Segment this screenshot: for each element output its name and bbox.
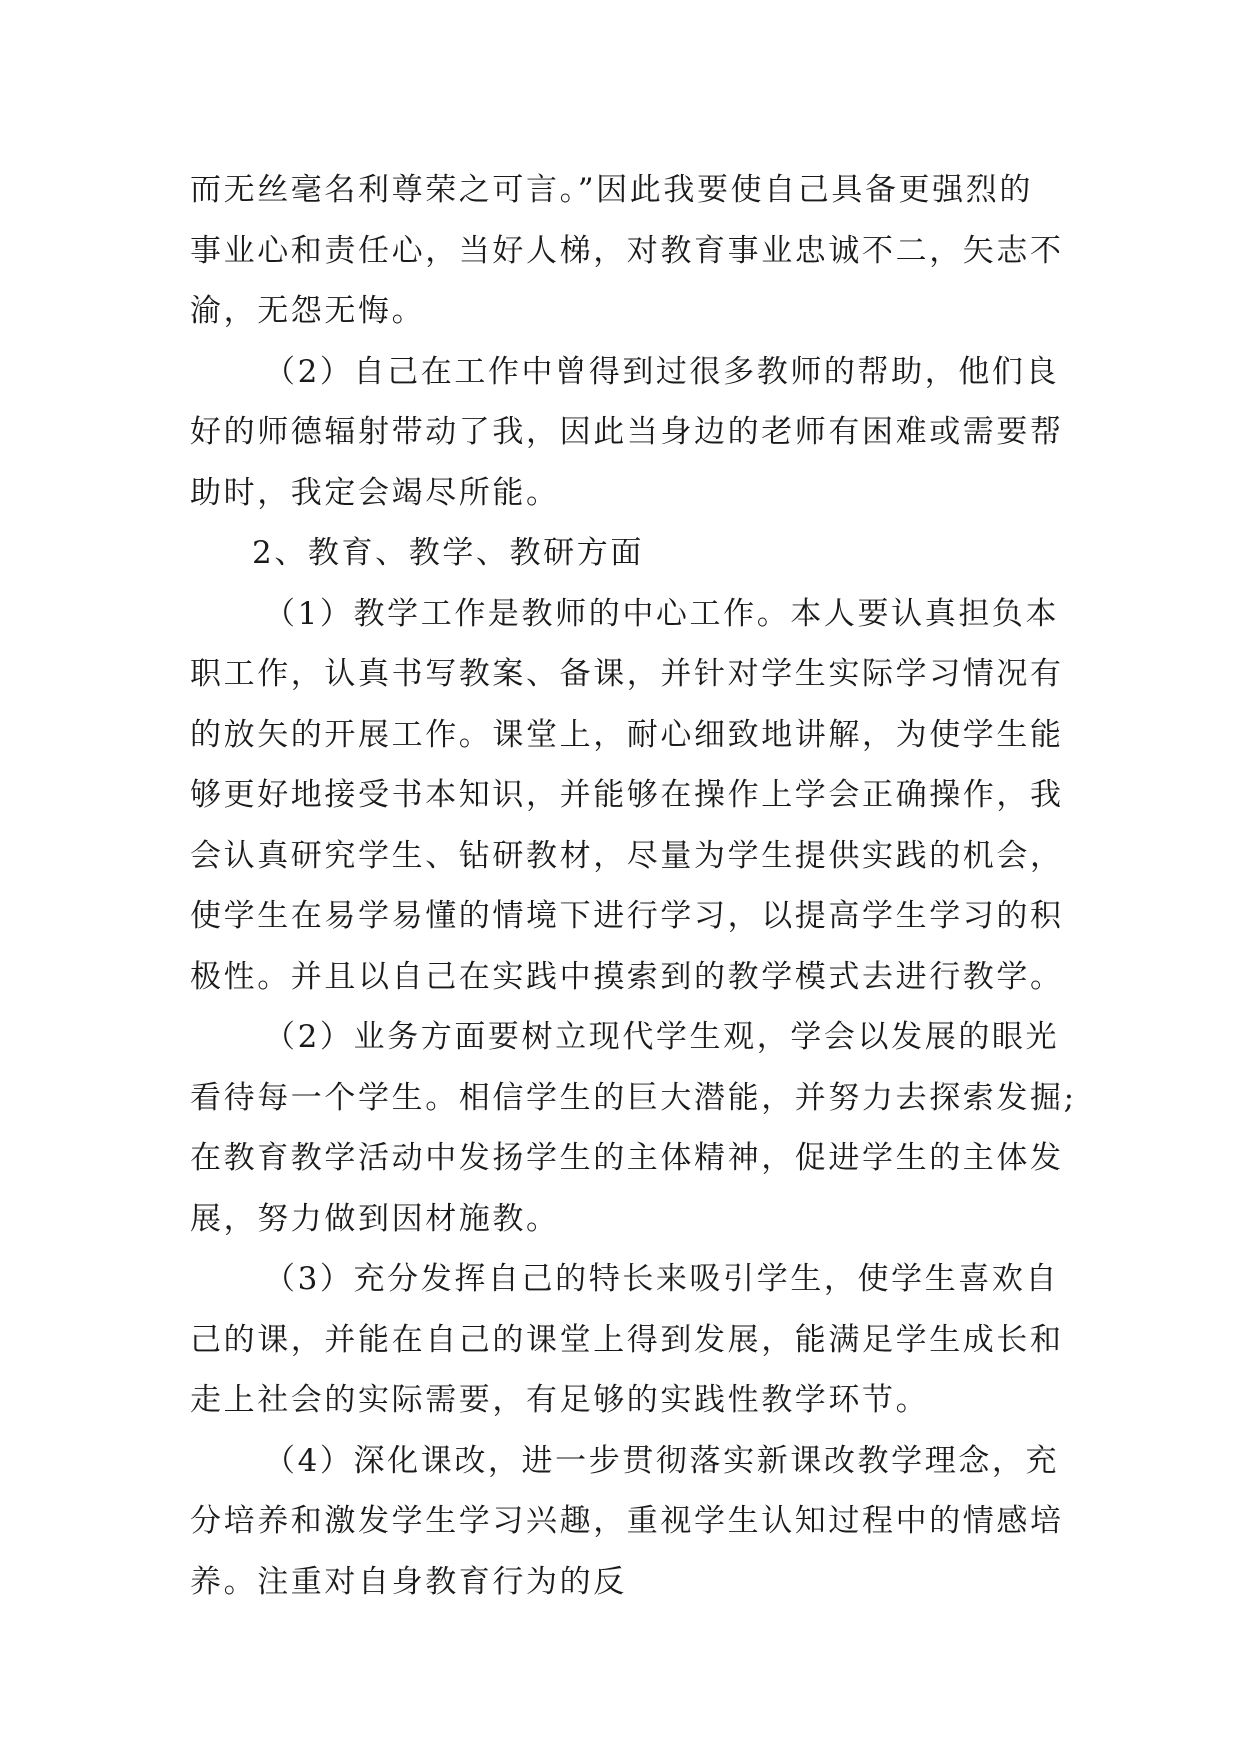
paragraph-start-line: （2）自己在工作中曾得到过很多教师的帮助，他们良 xyxy=(264,353,1060,390)
paragraph-start-line: （3）充分发挥自己的特长来吸引学生，使学生喜欢自 xyxy=(264,1261,1060,1297)
text-line: 养。注重对自身教育行为的反 xyxy=(190,1563,627,1600)
text-line: 会认真研究学生、钻研教材，尽量为学生提供实践的机会， xyxy=(190,837,1064,874)
text-line: 己的课，并能在自己的课堂上得到发展，能满足学生成长和 xyxy=(190,1321,1064,1358)
paragraph-start-line: （2）业务方面要树立现代学生观，学会以发展的眼光 xyxy=(264,1019,1060,1055)
paragraph-start-line: （4）深化课改，进一步贯彻落实新课改教学理念，充 xyxy=(264,1442,1060,1479)
text-line: 极性。并且以自己在实践中摸索到的教学模式去进行教学。 xyxy=(190,958,1064,995)
body-text xyxy=(190,160,1077,1612)
text-line: 在教育教学活动中发扬学生的主体精神，促进学生的主体发 xyxy=(190,1140,1064,1176)
text-line: 分培养和激发学生学习兴趣，重视学生认知过程中的情感培 xyxy=(190,1503,1064,1539)
text-line: 助时，我定会竭尽所能。 xyxy=(190,474,560,511)
text-line: 的放矢的开展工作。课堂上，耐心细致地讲解，为使学生能 xyxy=(190,716,1064,753)
text-line: 走上社会的实际需要，有足够的实践性教学环节。 xyxy=(190,1382,930,1418)
text-line: 展，努力做到因材施教。 xyxy=(190,1200,560,1237)
text-line: 事业心和责任心，当好人梯，对教育事业忠诚不二，矢志不 xyxy=(190,232,1064,269)
text-line: 而无丝毫名利尊荣之可言。”因此我要使自己具备更强烈的 xyxy=(190,172,1033,208)
text-line: 渝，无怨无悔。 xyxy=(190,293,426,329)
text-line: 好的师德辐射带动了我，因此当身边的老师有困难或需要帮 xyxy=(190,414,1064,450)
section-heading: 2、教育、教学、教研方面 xyxy=(252,535,644,571)
text-line: 看待每一个学生。相信学生的巨大潜能，并努力去探索发掘; xyxy=(190,1079,1077,1116)
text-line: 使学生在易学易懂的情境下进行学习，以提高学生学习的积 xyxy=(190,898,1064,934)
paragraph-start-line: （1）教学工作是教师的中心工作。本人要认真担负本 xyxy=(264,595,1060,632)
text-line: 职工作，认真书写教案、备课，并针对学生实际学习情况有 xyxy=(190,656,1064,692)
text-line: 够更好地接受书本知识，并能够在操作上学会正确操作，我 xyxy=(190,777,1064,813)
